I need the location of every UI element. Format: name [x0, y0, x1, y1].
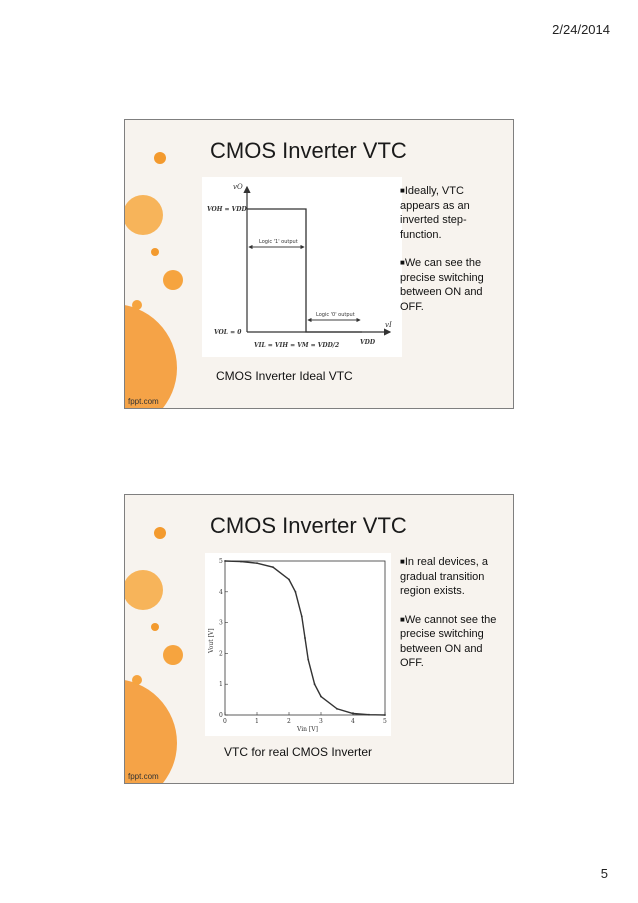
slide-title: CMOS Inverter VTC: [210, 138, 407, 163]
y-axis-label: vO: [233, 183, 243, 191]
slide-title: CMOS Inverter VTC: [210, 513, 407, 538]
data-point: [368, 714, 370, 716]
x-tick-label: 2: [287, 718, 291, 725]
data-point: [295, 591, 297, 593]
y-axis-label: Vout [V]: [208, 628, 215, 653]
watermark: fppt.com: [128, 397, 159, 406]
data-point: [301, 616, 303, 618]
data-point: [256, 562, 258, 564]
bullet-item: ■We cannot see the precise switching between ON and OFF.: [400, 613, 497, 669]
bullet-list: [400, 555, 500, 685]
figure-caption: VTC for real CMOS Inverter: [224, 745, 373, 759]
bullet-item: ■In real devices, a gradual transition region exists.: [400, 556, 488, 597]
square-bullet-icon: ■: [400, 186, 405, 195]
y-tick-label: 1: [219, 681, 223, 689]
square-bullet-icon: ■: [400, 258, 405, 267]
x-tick-label: 3: [319, 718, 323, 725]
data-point: [272, 566, 274, 568]
data-point: [288, 579, 290, 581]
vdd-label: VDD: [360, 339, 376, 346]
logic1-label: Logic '1' output: [259, 239, 298, 245]
slide-ideal-vtc: [124, 119, 514, 409]
y-tick-label: 2: [219, 650, 223, 658]
x-axis-label: Vin [V]: [297, 726, 318, 733]
y-tick-label: 5: [219, 558, 223, 565]
data-point: [304, 637, 306, 639]
y-tick-label: 3: [219, 619, 223, 627]
square-bullet-icon: ■: [400, 557, 405, 566]
x-tick-label: 4: [351, 718, 355, 725]
y-tick-label: 4: [219, 588, 223, 596]
bullet-item: ■Ideally, VTC appears as an inverted step-function.: [400, 185, 470, 241]
figure-caption: CMOS Inverter Ideal VTC: [216, 369, 353, 383]
data-point: [240, 561, 242, 563]
bullet-list: [400, 184, 500, 328]
page-number: 5: [600, 866, 608, 881]
voh-label: VOH = VDD: [207, 206, 247, 213]
bullet-item: ■We can see the precise switching between ON and OFF.: [400, 257, 484, 313]
vol-label: VOL = 0: [214, 329, 242, 336]
page-date: 2/24/2014: [552, 22, 610, 37]
data-point: [320, 696, 322, 698]
switch-point-label: VIL = VIH = VM = VDD/2: [254, 342, 340, 349]
square-bullet-icon: ■: [400, 614, 405, 624]
slide-real-vtc: [124, 494, 514, 784]
logic0-label: Logic '0' output: [316, 312, 355, 318]
x-tick-label: 0: [223, 718, 227, 725]
data-point: [314, 683, 316, 685]
x-tick-label: 1: [255, 718, 259, 725]
data-point: [352, 713, 354, 715]
y-tick-label: 0: [219, 712, 223, 719]
data-point: [307, 659, 309, 661]
watermark: fppt.com: [128, 772, 159, 781]
x-tick-label: 5: [383, 718, 387, 725]
real-vtc-chart: [205, 553, 391, 736]
data-point: [224, 560, 226, 562]
ideal-vtc-figure: [202, 177, 402, 357]
x-axis-label: vI: [385, 321, 392, 329]
data-point: [336, 708, 338, 710]
data-point: [384, 714, 386, 716]
